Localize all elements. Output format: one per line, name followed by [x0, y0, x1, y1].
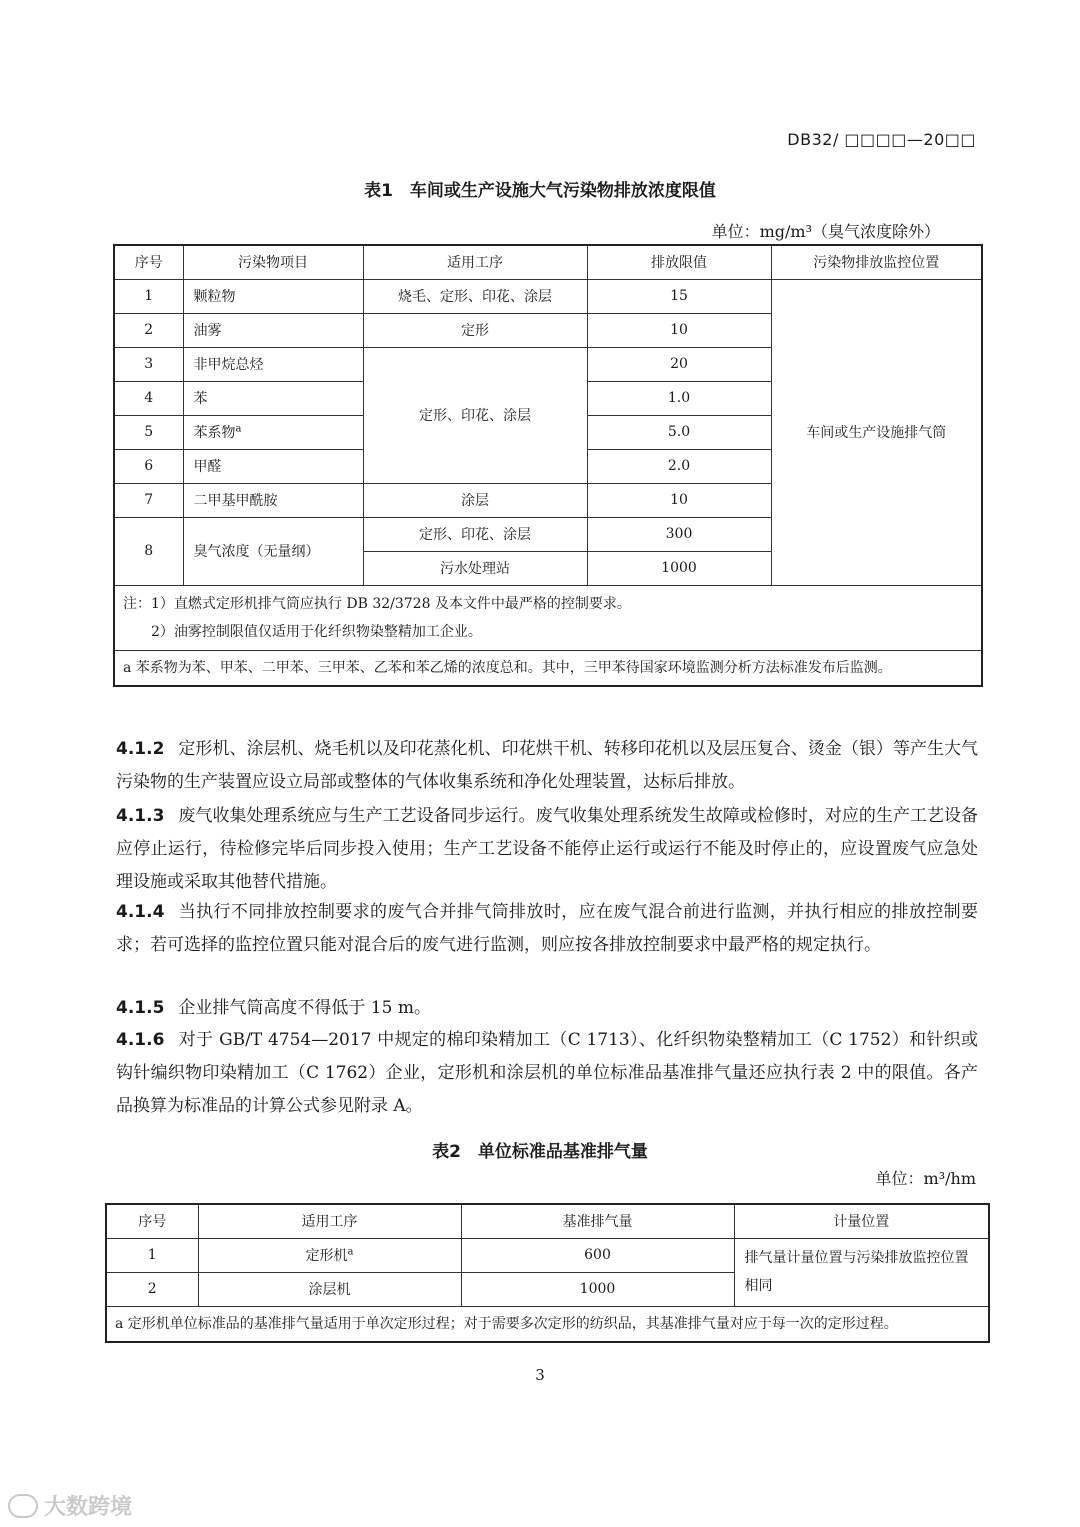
header-cell: 污染物项目	[183, 245, 363, 279]
clause-number: 4.1.5	[116, 998, 165, 1018]
table-footnote-row	[114, 650, 982, 686]
pollutant-item: 臭气浓度（无量纲）	[183, 517, 363, 585]
table-notes	[114, 585, 982, 650]
table1-unit: 单位：mg/m³（臭气浓度除外）	[711, 222, 940, 241]
note-2: 2）油雾控制限值仅适用于化纤织物染整精加工企业。	[151, 623, 482, 640]
clause-text: 定形机、涂层机、烧毛机以及印花蒸化机、印花烘干机、转移印花机以及层压复合、烫金（银）等产生大气污染物的生产装置应设立局部或整体的气体收集系统和净化处理装置，达标后排放。	[116, 739, 978, 792]
pollutant-item: 二甲基甲酰胺	[183, 483, 363, 517]
header-cell: 适用工序	[363, 245, 587, 279]
pollutant-item	[183, 415, 363, 449]
emission-limit: 20	[587, 347, 771, 381]
clause-4-1-6	[116, 1024, 978, 1123]
process: 烧毛、定形、印花、涂层	[363, 279, 587, 313]
pollutant-item: 油雾	[183, 313, 363, 347]
clause-number: 4.1.3	[116, 806, 165, 826]
header-cell: 基准排气量	[461, 1204, 734, 1238]
emission-limit: 2.0	[587, 449, 771, 483]
header-cell: 序号	[106, 1204, 198, 1238]
baseline-volume: 600	[461, 1238, 734, 1272]
metering-location: 排气量计量位置与污染排放监控位置相同	[734, 1238, 989, 1306]
footnote-marker: a	[347, 1246, 354, 1258]
table2-title: 表2 单位标准品基准排气量	[432, 1142, 648, 1162]
process: 涂层机	[198, 1272, 461, 1306]
monitor-location: 车间或生产设施排气筒	[771, 279, 982, 585]
row-number: 2	[106, 1272, 198, 1306]
standard-code: DB32/ □□□□—20□□	[787, 130, 976, 149]
clause-number: 4.1.6	[116, 1030, 165, 1050]
clause-4-1-3	[116, 800, 978, 899]
header-cell: 计量位置	[734, 1204, 989, 1238]
clause-text: 废气收集处理系统应与生产工艺设备同步运行。废气收集处理系统发生故障或检修时，对应的生产工艺设备应停止运行，待检修完毕后同步投入使用；生产工艺设备不能停止运行或运行不能及时停止的，应设置废气应急处理设施或采取其他替代措施。	[116, 806, 978, 892]
note-1: 注：1）直燃式定形机排气筒应执行 DB 32/3728 及本文件中最严格的控制要求。	[123, 595, 631, 612]
emission-limit: 10	[587, 483, 771, 517]
process: 定形	[363, 313, 587, 347]
baseline-volume: 1000	[461, 1272, 734, 1306]
row-number: 1	[106, 1238, 198, 1272]
clause-text: 当执行不同排放控制要求的废气合并排气筒排放时，应在废气混合前进行监测，并执行相应的排放控制要求；若可选择的监控位置只能对混合后的废气进行监测，则应按各排放控制要求中最严格的规定执行。	[116, 902, 978, 955]
pollutant-item: 非甲烷总烃	[183, 347, 363, 381]
row-number: 7	[114, 483, 183, 517]
process: 定形、印花、涂层	[363, 517, 587, 551]
table2-unit: 单位：m³/hm	[875, 1169, 976, 1188]
watermark	[8, 1490, 132, 1521]
row-number: 1	[114, 279, 183, 313]
footnote-a: a 苯系物为苯、甲苯、二甲苯、三甲苯、乙苯和苯乙烯的浓度总和。其中，三甲苯待国家环境监测分析方法标准发布后监测。	[114, 650, 982, 686]
table-row	[106, 1238, 989, 1272]
emission-limit: 5.0	[587, 415, 771, 449]
clause-text: 企业排气筒高度不得低于 15 m。	[178, 998, 431, 1018]
process: 涂层	[363, 483, 587, 517]
clause-number: 4.1.4	[116, 902, 165, 922]
emission-limit: 300	[587, 517, 771, 551]
clause-text: 对于 GB/T 4754—2017 中规定的棉印染精加工（C 1713）、化纤织物染整精加工（C 1752）和针织或钩针编织物印染精加工（C 1762）企业，定形机和涂层机的单位标准品基准排气量还应执行表 2 中的限值。各产品换算为标准品的计算公式参见附录 A。	[116, 1030, 978, 1116]
clause-4-1-2	[116, 733, 978, 799]
emission-limit: 1.0	[587, 381, 771, 415]
pollutant-item: 甲醛	[183, 449, 363, 483]
watermark-text: 大数跨境	[44, 1495, 133, 1520]
clause-number: 4.1.2	[116, 739, 165, 759]
table-row	[114, 279, 982, 313]
footnote-a: a 定形机单位标准品的基准排气量适用于单次定形过程；对于需要多次定形的纺织品，其基准排气量对应于每一次的定形过程。	[106, 1306, 989, 1342]
process: 污水处理站	[363, 551, 587, 585]
process: 定形、印花、涂层	[363, 347, 587, 483]
row-number: 3	[114, 347, 183, 381]
clause-4-1-5	[116, 992, 978, 1025]
table1-title: 表1 车间或生产设施大气污染物排放浓度限值	[364, 181, 716, 201]
process	[198, 1238, 461, 1272]
emission-limit: 15	[587, 279, 771, 313]
table2	[105, 1203, 990, 1343]
emission-limit: 10	[587, 313, 771, 347]
pollutant-item: 苯	[183, 381, 363, 415]
clause-4-1-4	[116, 896, 978, 962]
process-text: 定形机	[305, 1248, 348, 1264]
table-header-row	[114, 245, 982, 279]
row-number: 5	[114, 415, 183, 449]
row-number: 4	[114, 381, 183, 415]
emission-limit: 1000	[587, 551, 771, 585]
table-footnote-row	[106, 1306, 989, 1342]
table-note-row	[114, 585, 982, 650]
chat-bubble-icon	[8, 1494, 38, 1518]
table1	[113, 244, 983, 687]
header-cell: 污染物排放监控位置	[771, 245, 982, 279]
header-cell: 序号	[114, 245, 183, 279]
footnote-marker: a	[235, 423, 242, 435]
pollutant-item-text: 苯系物	[193, 425, 236, 441]
row-number: 6	[114, 449, 183, 483]
page-number: 3	[535, 1366, 545, 1384]
header-cell: 排放限值	[587, 245, 771, 279]
pollutant-item: 颗粒物	[183, 279, 363, 313]
table-header-row	[106, 1204, 989, 1238]
header-cell: 适用工序	[198, 1204, 461, 1238]
row-number: 2	[114, 313, 183, 347]
row-number: 8	[114, 517, 183, 585]
